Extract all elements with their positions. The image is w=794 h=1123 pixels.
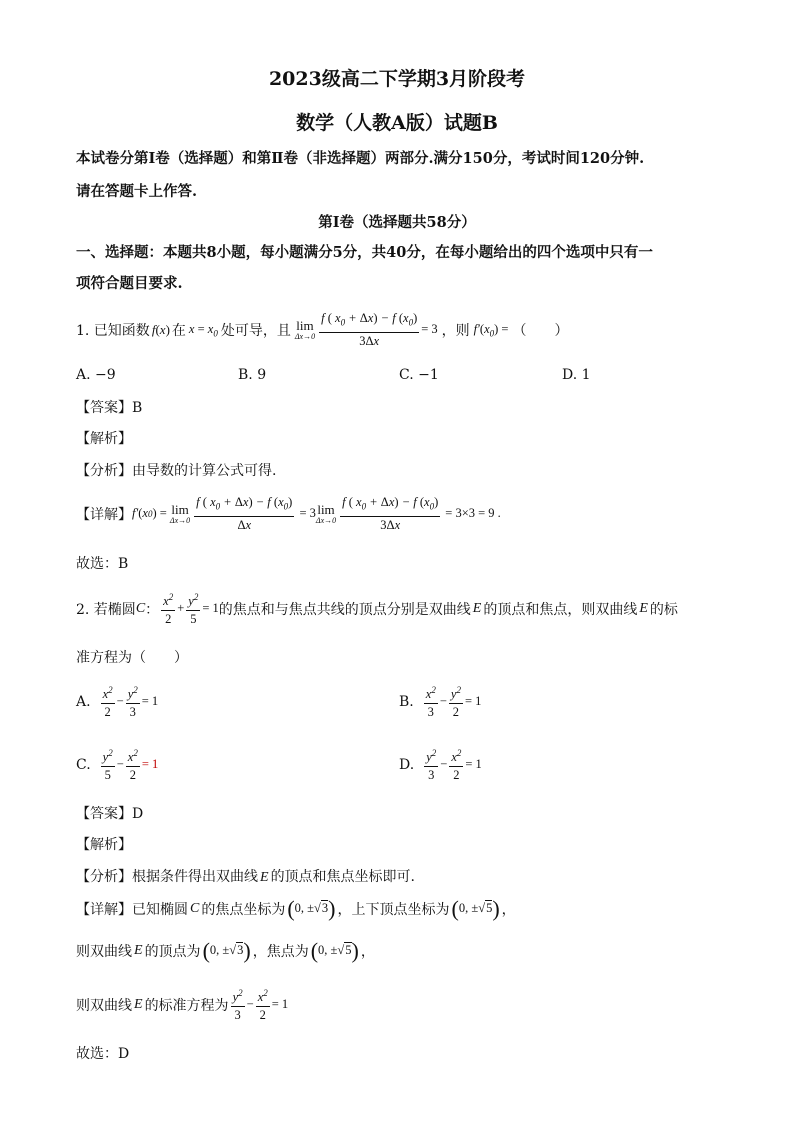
q2-jiexi: 【解析】 (76, 837, 132, 853)
q1-xiangjie (76, 494, 501, 534)
q2-line-2: 准方程为（ ） (76, 650, 188, 666)
q2-option-d-label: D. (399, 756, 415, 773)
q2-text-2: 的顶点和焦点，则双曲线 (483, 601, 638, 618)
q2-xj-t2: ，上下顶点坐标为 (337, 902, 450, 918)
q2-ellipse-equation: $\frac{x^2}{2}$ + $\frac{y^2}{5}$ = 1 (159, 589, 219, 628)
q1-option-d: D. 1 (562, 367, 591, 383)
q2-line3-c: ，焦点为 (252, 944, 309, 960)
q1-guxuan: 故选：B (76, 556, 129, 572)
q2-option-b: B. $\frac{x^2}{3}$ − $\frac{y^2}{2}$ = 1 (399, 682, 481, 721)
q2-text-3: 的标 (649, 601, 678, 618)
q2-text-1: 的焦点和与焦点共线的顶点分别是双曲线 (218, 601, 471, 618)
q2-option-c: C. $\frac{y^2}{5}$ − $\frac{x^2}{2}$ = 1 (76, 745, 158, 784)
q2-line3-d: ， (360, 944, 375, 960)
title-line-1: 2023级高二下学期3月阶段考 (268, 68, 526, 90)
q1-xiangjie-formula: f′ ( x 0 ) = lim Δx→0 $\frac{f ( x_0 + \Delta x) - f (x_0)}{\Delta x}$ = 3 lim Δx→0 $\frac{f ( x_0 + \Delta x) - f (x_0)}{3\Delta x}$ = 3×3 = 9 . (132, 495, 501, 532)
intro-line-1: 本试卷分第Ⅰ卷（选择题）和第Ⅱ卷（非选择题）两部分.满分150分，考试时间120分钟. (76, 150, 645, 167)
q2-line4-b: 的标准方程为 (144, 997, 229, 1014)
q2-ellipse-c: C (135, 600, 146, 616)
q2-option-a-label: A. (76, 693, 91, 710)
q2-line3-a: 则双曲线 (76, 944, 132, 960)
q2-line4-a: 则双曲线 (76, 997, 132, 1014)
q2-guxuan: 故选：D (76, 1046, 130, 1062)
q2-option-b-label: B. (399, 693, 414, 710)
q2-line3-b: 的顶点为 (144, 944, 201, 960)
q2-prefix: 2. 若椭圆 (76, 601, 136, 618)
section-heading: 第Ⅰ卷（选择题共58分） (318, 214, 476, 231)
question-2: 2. 若椭圆 C ： $\frac{x^2}{2}$ + $\frac{y^2}{5}$ = 1 的焦点和与焦点共线的顶点分别是双曲线 E 的顶点和焦点，则双曲线 E 的标 (76, 589, 678, 628)
q1-option-c: C. −1 (399, 367, 439, 383)
q1-derivative: $f'(x_0)$ = (473, 321, 509, 338)
q2-option-c-label: C. (76, 756, 91, 773)
q2-xj-t1: 的焦点坐标为 (201, 902, 286, 918)
q2-option-d: D. $\frac{y^2}{3}$ − $\frac{x^2}{2}$ = 1 (399, 745, 482, 784)
q1-x-eq-x0: $x = x_0$ (188, 321, 218, 338)
q2-fenxi: 【分析】根据条件得出双曲线 E 的顶点和焦点坐标即可. (76, 869, 416, 885)
q1-text-3: ，则 (441, 322, 470, 339)
q1-limit-value: = 3 (421, 322, 438, 337)
q2-fenxi-b: 的顶点和焦点坐标即可. (270, 869, 416, 885)
q2-answer: 【答案】D (76, 806, 144, 822)
q1-answer: 【答案】B (76, 400, 143, 416)
q1-limit-expression: lim Δx→0 $\frac{f ( x_0 + \Delta x) - f (x_0)}{3\Delta x}$ = 3 (294, 311, 438, 348)
q1-fenxi: 【分析】由导数的计算公式可得. (76, 463, 277, 479)
q1-xiangjie-label: 【详解】 (76, 506, 132, 523)
q2-option-a: A. $\frac{x^2}{2}$ − $\frac{y^2}{3}$ = 1 (76, 682, 158, 721)
q2-xj-t3: ， (501, 902, 516, 918)
q2-xiangjie-line-1: 【详解】已知椭圆 C 的焦点坐标为 (0, ±√3) ，上下顶点坐标为 (0, ±√5) ， (76, 896, 516, 921)
q1-xiangjie-result: = 3×3 = 9 . (445, 506, 501, 521)
q1-fx: f(x) (151, 321, 170, 337)
q1-text-1: 在 (171, 322, 186, 339)
q2-xj-label: 【详解】已知椭圆 (76, 902, 188, 918)
q1-text-2: 处可导，且 (220, 322, 291, 339)
q2-xiangjie-line-2: 则双曲线 E 的顶点为 (0, ±√3) ，焦点为 (0, ±√5) ， (76, 938, 375, 963)
q1-option-b: B. 9 (238, 367, 267, 383)
part1-line-1: 一、选择题：本题共8小题，每小题满分5分，共40分，在每小题给出的四个选项中只有一 (76, 244, 653, 261)
q1-tail: （ ） (512, 322, 569, 339)
intro-line-2: 请在答题卡上作答. (76, 183, 198, 200)
title-line-2: 数学（人教A版）试题B (296, 112, 498, 134)
q2-xiangjie-line-3: 则双曲线 E 的标准方程为 $\frac{y^2}{3}$ − $\frac{x^2}{2}$ = 1 (76, 985, 288, 1024)
q1-option-a: A. −9 (76, 367, 116, 383)
q1-jiexi: 【解析】 (76, 431, 132, 447)
part1-line-2: 项符合题目要求. (76, 275, 183, 292)
q1-prefix: 1. 已知函数 (76, 322, 150, 339)
question-1 (76, 310, 568, 350)
q2-fenxi-a: 【分析】根据条件得出双曲线 (76, 869, 258, 885)
